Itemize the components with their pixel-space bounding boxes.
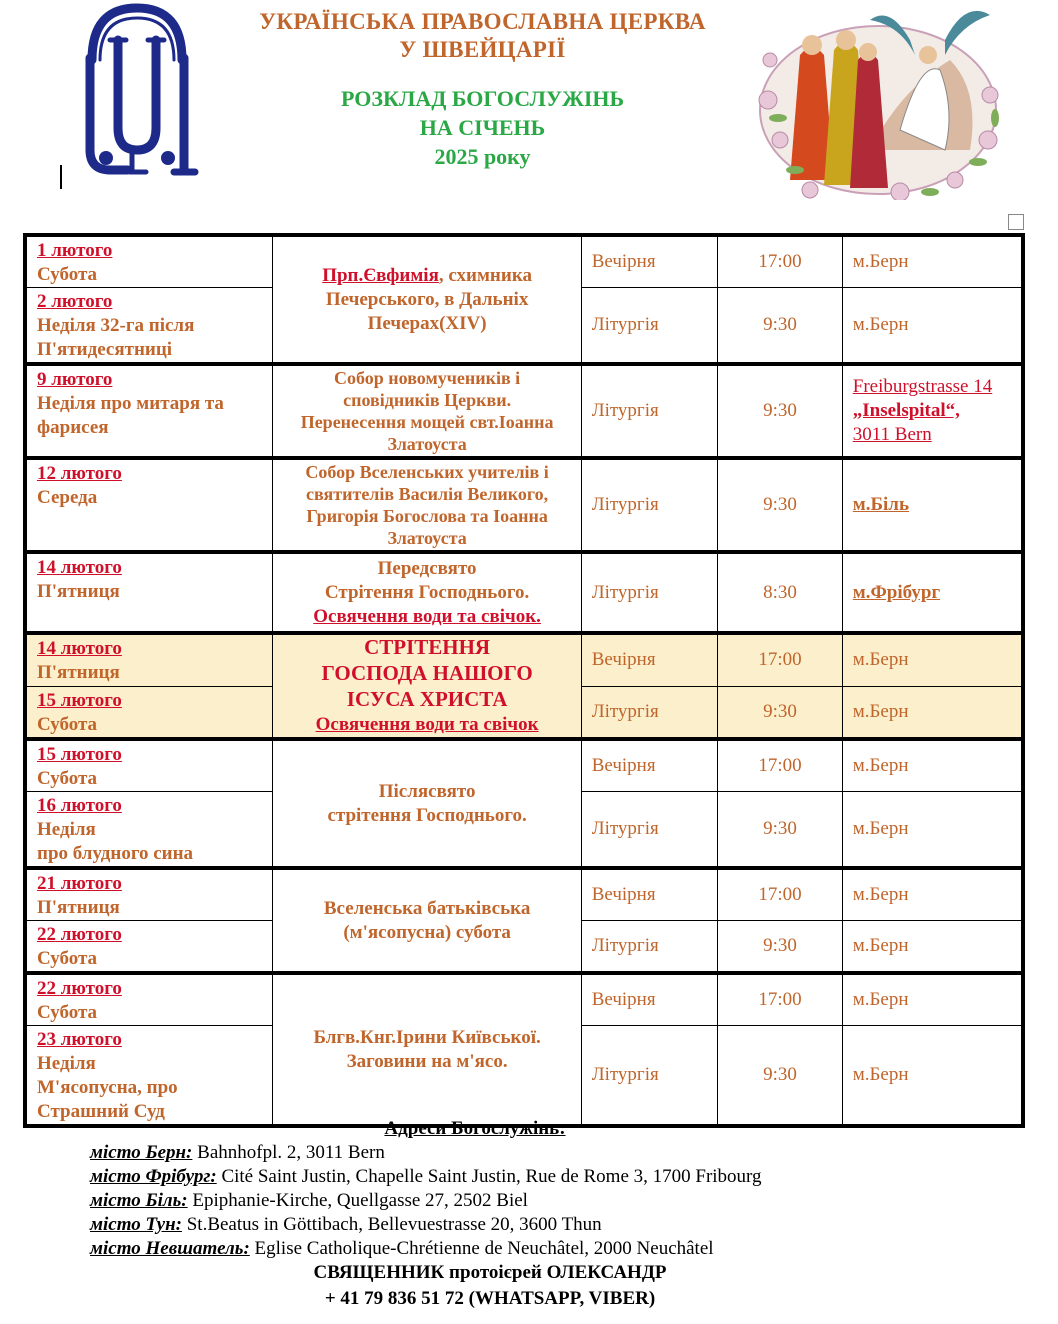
date-cell: 1 лютого Субота xyxy=(25,235,273,288)
date-cell: 15 лютого Субота xyxy=(25,739,273,792)
feast-cell: Прп.Євфимія, схимника Печерського, в Дальніх Печерах(XIV) xyxy=(273,235,581,364)
date-cell: 22 лютого Субота xyxy=(25,921,273,974)
date-link[interactable]: 14 лютого xyxy=(37,638,122,659)
feast-cell: СТРІТЕННЯ ГОСПОДА НАШОГО ІСУСА ХРИСТА Освячення води та свічок xyxy=(273,633,581,739)
contact-footer xyxy=(230,1260,750,1312)
place-cell: м.Берн xyxy=(842,235,1023,288)
place-cell: м.Берн xyxy=(842,739,1023,792)
service-cell: Літургія xyxy=(581,686,718,739)
date-cell: 12 лютого Середа xyxy=(25,458,273,552)
time-cell: 9:30 xyxy=(718,1026,842,1127)
schedule-title-line1: РОЗКЛАД БОГОСЛУЖІНЬ xyxy=(340,86,625,111)
place-cell: м.Берн xyxy=(842,1026,1023,1127)
date-link[interactable]: 22 лютого xyxy=(37,924,122,945)
service-cell: Вечірня xyxy=(581,973,718,1026)
feast-cell: Передсвято Стрітення Господнього. Освячення води та свічок. xyxy=(273,552,581,633)
date-link[interactable]: 22 лютого xyxy=(37,978,122,999)
date-link[interactable]: 9 лютого xyxy=(37,369,113,390)
phone-number: + 41 79 836 51 72 (WHATSAPP, VIBER) xyxy=(324,1288,656,1309)
place-link[interactable]: м.Фрібург xyxy=(852,581,941,603)
place-cell xyxy=(842,364,1023,458)
date-link[interactable]: 12 лютого xyxy=(37,463,122,484)
priest-name: СВЯЩЕННИК протоієрей ОЛЕКСАНДР xyxy=(313,1262,667,1283)
table-row xyxy=(25,633,1023,686)
date-cell: 15 лютого Субота xyxy=(25,686,273,739)
service-cell: Вечірня xyxy=(581,235,718,288)
place-cell: м.Берн xyxy=(842,288,1023,365)
time-cell: 17:00 xyxy=(718,868,842,921)
time-cell: 9:30 xyxy=(718,921,842,974)
date-link[interactable]: 15 лютого xyxy=(37,689,122,711)
address-line: місто Невшатель: Eglise Catholique-Chrétienne de Neuchâtel, 2000 Neuchâtel xyxy=(90,1238,714,1259)
header-titles xyxy=(230,8,735,171)
schedule-year: 2025 року xyxy=(434,144,531,169)
date-cell: 9 лютого Неділя про митаря та фарисея xyxy=(25,364,273,458)
table-row xyxy=(25,973,1023,1026)
time-cell: 17:00 xyxy=(718,633,842,686)
service-cell: Вечірня xyxy=(581,868,718,921)
date-link[interactable]: 16 лютого xyxy=(37,795,122,816)
page-checkbox[interactable] xyxy=(1008,214,1024,230)
schedule-table xyxy=(23,233,1025,1128)
date-cell: 16 лютого Неділя про блудного сина xyxy=(25,792,273,869)
time-cell: 9:30 xyxy=(718,686,842,739)
myrrh-bearers-icon xyxy=(750,0,1005,200)
text-cursor xyxy=(60,165,62,189)
place-cell: м.Берн xyxy=(842,686,1023,739)
table-row xyxy=(25,868,1023,921)
table-row xyxy=(25,364,1023,458)
date-link[interactable]: 2 лютого xyxy=(37,291,113,312)
date-link[interactable]: 15 лютого xyxy=(37,744,122,765)
address-line: місто Фрібург: Cité Saint Justin, Chapelle Saint Justin, Rue de Rome 3, 1700 Fribourg xyxy=(90,1166,762,1187)
table-row xyxy=(25,739,1023,792)
church-name-line1: УКРАЇНСЬКА ПРАВОСЛАВНА ЦЕРКВА xyxy=(259,9,706,34)
date-link[interactable]: 1 лютого xyxy=(37,240,113,261)
address-link[interactable]: 3011 Bern xyxy=(852,424,932,445)
address-link[interactable]: „Inselspital“, xyxy=(852,400,960,421)
service-cell: Літургія xyxy=(581,458,718,552)
time-cell: 17:00 xyxy=(718,739,842,792)
address-line: місто Тун: St.Beatus in Göttibach, Bellevuestrasse 20, 3600 Thun xyxy=(90,1214,602,1235)
feast-cell: Післясвято стрітення Господнього. xyxy=(273,739,581,868)
addresses-block xyxy=(90,1117,1030,1261)
address-line: місто Біль: Epiphanie-Kirche, Quellgasse 27, 2502 Biel xyxy=(90,1190,528,1211)
date-link[interactable]: 21 лютого xyxy=(37,873,122,894)
table-row xyxy=(25,458,1023,552)
feast-cell: Собор Вселенських учителів і святителів Василія Великого, Григорія Богослова та Іоанна Златоуста xyxy=(273,458,581,552)
service-cell: Літургія xyxy=(581,921,718,974)
place-link[interactable]: м.Біль xyxy=(852,494,909,515)
date-cell: 14 лютого П'ятниця xyxy=(25,633,273,686)
church-logo xyxy=(70,0,205,185)
place-cell: м.Берн xyxy=(842,633,1023,686)
place-cell xyxy=(842,552,1023,633)
date-cell: 21 лютого П'ятниця xyxy=(25,868,273,921)
place-cell xyxy=(842,458,1023,552)
time-cell: 17:00 xyxy=(718,235,842,288)
feast-cell: Собор новомучеників і сповідників Церкви. Перенесення мощей свт.Іоанна Златоуста xyxy=(273,364,581,458)
time-cell: 8:30 xyxy=(718,552,842,633)
date-cell: 22 лютого Субота xyxy=(25,973,273,1026)
table-row xyxy=(25,552,1023,633)
time-cell: 9:30 xyxy=(718,792,842,869)
service-cell: Літургія xyxy=(581,288,718,365)
place-cell: м.Берн xyxy=(842,868,1023,921)
service-cell: Літургія xyxy=(581,552,718,633)
place-cell: м.Берн xyxy=(842,921,1023,974)
place-cell: м.Берн xyxy=(842,792,1023,869)
service-cell: Літургія xyxy=(581,1026,718,1127)
time-cell: 9:30 xyxy=(718,288,842,365)
service-cell: Літургія xyxy=(581,364,718,458)
time-cell: 9:30 xyxy=(718,364,842,458)
place-cell: м.Берн xyxy=(842,973,1023,1026)
service-cell: Вечірня xyxy=(581,739,718,792)
time-cell: 9:30 xyxy=(718,458,842,552)
service-cell: Літургія xyxy=(581,792,718,869)
addresses-title: Адреси Богослужінь: xyxy=(384,1118,566,1139)
address-link[interactable]: Freiburgstrasse 14 xyxy=(852,376,993,397)
church-name-line2: У ШВЕЙЦАРІЇ xyxy=(399,37,566,62)
schedule-title-line2: НА СІЧЕНЬ xyxy=(419,115,546,140)
address-line: місто Берн: Bahnhofpl. 2, 3011 Bern xyxy=(90,1142,385,1163)
time-cell: 17:00 xyxy=(718,973,842,1026)
date-cell: 14 лютого П'ятниця xyxy=(25,552,273,633)
feast-cell: Вселенська батьківська (м'ясопусна) субота xyxy=(273,868,581,973)
table-row xyxy=(25,235,1023,288)
feast-cell: Блгв.Кнг.Ірини Київської. Заговини на м'ясо. xyxy=(273,973,581,1126)
service-cell: Вечірня xyxy=(581,633,718,686)
date-link[interactable]: 23 лютого xyxy=(37,1029,122,1050)
date-cell: 2 лютого Неділя 32-га після П'ятидесятниці xyxy=(25,288,273,365)
date-cell: 23 лютого Неділя М'ясопусна, про Страшний Суд xyxy=(25,1026,273,1127)
date-link[interactable]: 14 лютого xyxy=(37,557,122,578)
